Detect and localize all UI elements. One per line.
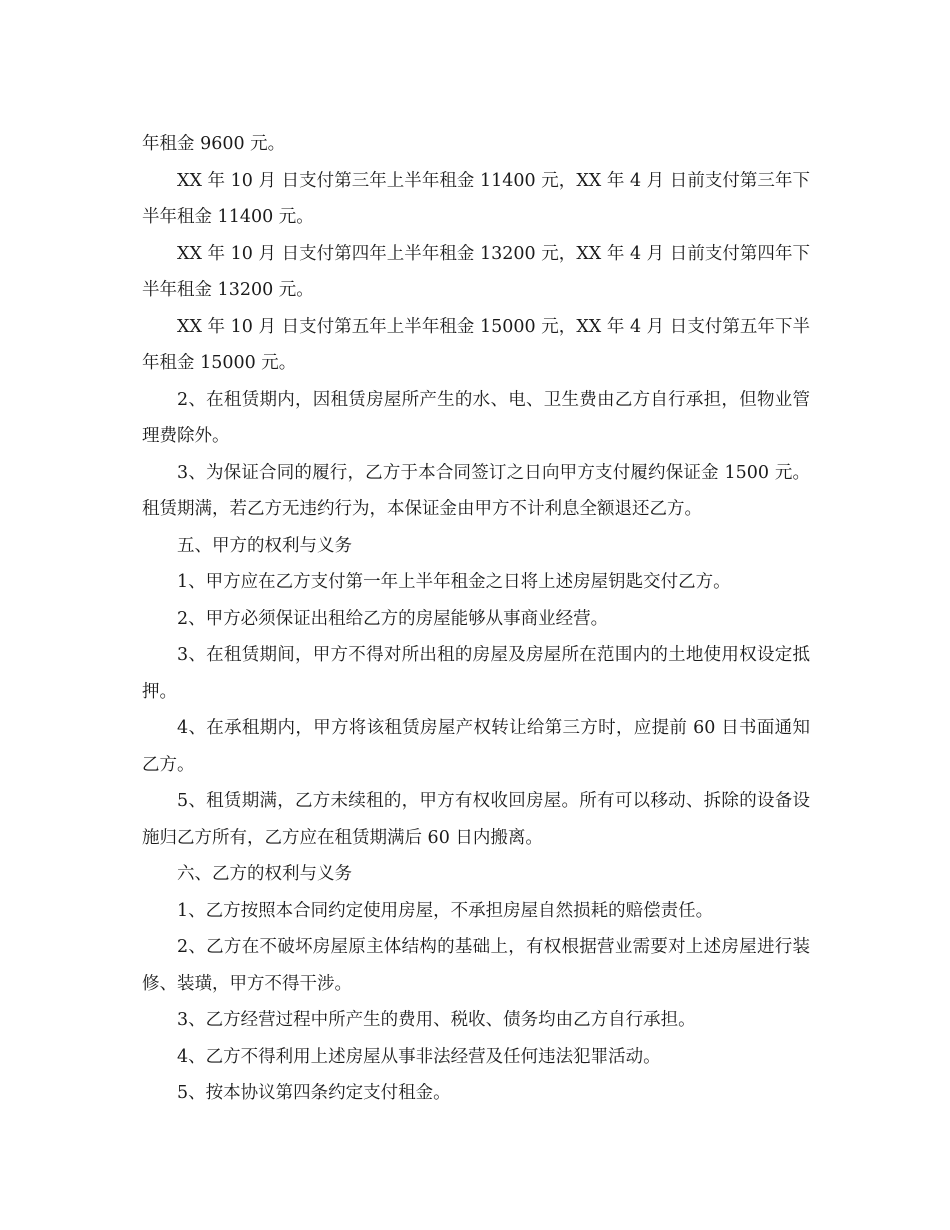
- document-body: [142, 126, 810, 1112]
- paragraph-party-b-item-5: 5、按本协议第四条约定支付租金。: [177, 1083, 451, 1103]
- paragraph-utilities-clause: 2、在租赁期内，因租赁房屋所产生的水、电、卫生费由乙方自行承担，但物业管理费除外。: [142, 389, 810, 446]
- paragraph-party-a-item-4: 4、在承租期内，甲方将该租赁房屋产权转让给第三方时，应提前 60 日书面通知乙方。: [142, 718, 810, 775]
- paragraph-party-b-item-3: 3、乙方经营过程中所产生的费用、税收、债务均由乙方自行承担。: [177, 1010, 696, 1030]
- paragraph-rent-year-five: XX 年 10 月 日支付第五年上半年租金 15000 元，XX 年 4 月 日支付第五年下半年租金 15000 元。: [142, 316, 810, 373]
- paragraph-party-b-item-2: 2、乙方在不破坏房屋原主体结构的基础上，有权根据营业需要对上述房屋进行装修、装璜，甲方不得干涉。: [142, 937, 810, 994]
- paragraph-party-a-item-3: 3、在租赁期间，甲方不得对所出租的房屋及房屋所在范围内的土地使用权设定抵押。: [142, 645, 810, 702]
- paragraph-rent-year-three: XX 年 10 月 日支付第三年上半年租金 11400 元，XX 年 4 月 日前支付第三年下半年租金 11400 元。: [142, 170, 810, 227]
- section-heading-party-a: 五、甲方的权利与义务: [177, 535, 352, 556]
- paragraph-deposit-clause: 3、为保证合同的履行，乙方于本合同签订之日向甲方支付履约保证金 1500 元。租赁期满，若乙方无违约行为，本保证金由甲方不计利息全额退还乙方。: [142, 462, 810, 519]
- paragraph-party-b-item-1: 1、乙方按照本合同约定使用房屋，不承担房屋自然损耗的赔偿责任。: [177, 900, 714, 921]
- paragraph-party-a-item-5: 5、租赁期满，乙方未续租的，甲方有权收回房屋。所有可以移动、拆除的设备设施归乙方所有，乙方应在租赁期满后 60 日内搬离。: [142, 791, 810, 848]
- section-heading-party-b: 六、乙方的权利与义务: [177, 864, 352, 884]
- paragraph-party-b-item-4: 4、乙方不得利用上述房屋从事非法经营及任何违法犯罪活动。: [177, 1046, 661, 1067]
- paragraph-party-a-item-1: 1、甲方应在乙方支付第一年上半年租金之日将上述房屋钥匙交付乙方。: [177, 572, 731, 592]
- paragraph-rent-year-four: XX 年 10 月 日支付第四年上半年租金 13200 元，XX 年 4 月 日前支付第四年下半年租金 13200 元。: [142, 243, 810, 300]
- paragraph-party-a-item-2: 2、甲方必须保证出租给乙方的房屋能够从事商业经营。: [177, 608, 609, 629]
- paragraph-rent-year-two-end: 年租金 9600 元。: [142, 134, 286, 154]
